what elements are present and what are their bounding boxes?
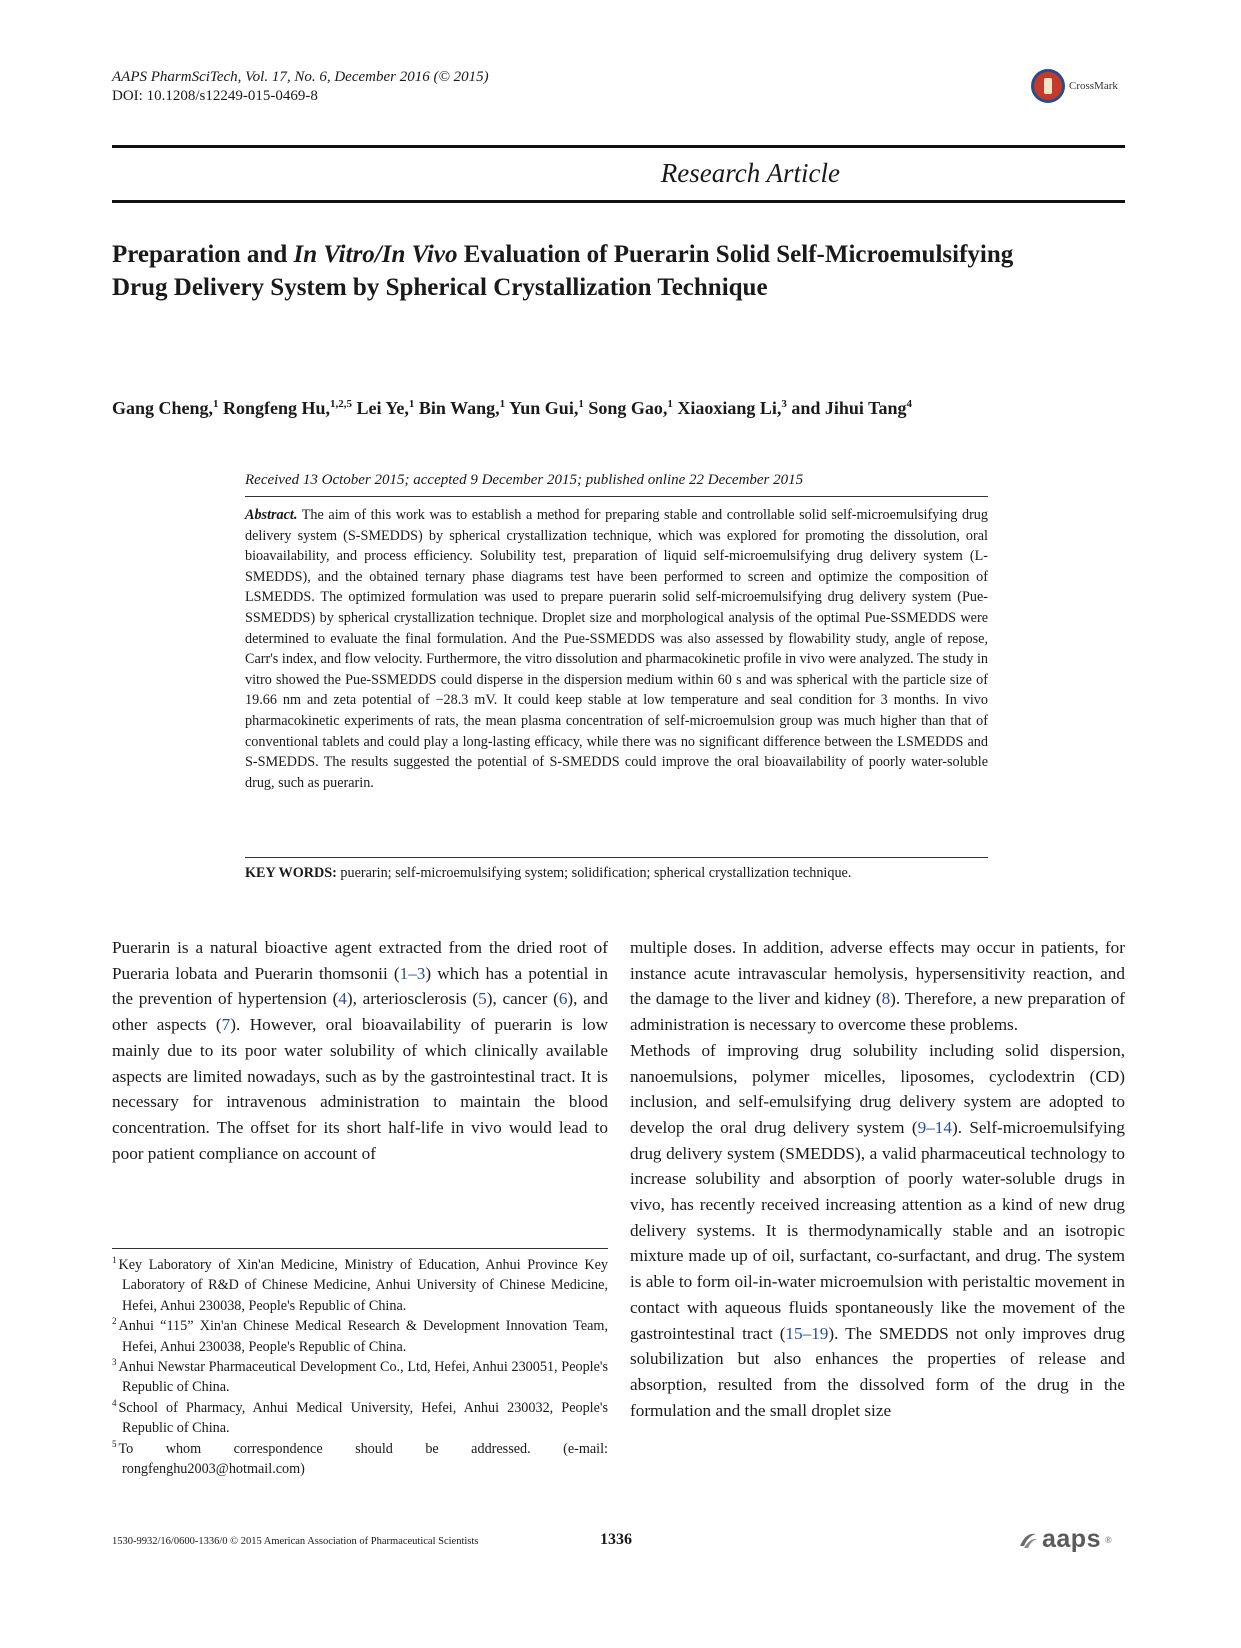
citation-link[interactable]: 5 bbox=[478, 989, 487, 1009]
body-text: ), and other aspects ( bbox=[112, 989, 608, 1035]
body-column-right bbox=[630, 935, 1125, 1423]
footnote-number: 5 bbox=[112, 1438, 117, 1449]
affiliation-footnotes bbox=[112, 1255, 608, 1479]
author[interactable] bbox=[357, 398, 415, 418]
author-affiliation: 1 bbox=[213, 398, 219, 410]
journal-citation: AAPS PharmSciTech, Vol. 17, No. 6, December 2016 (© 2015) bbox=[112, 69, 489, 85]
body-text: ) which has a potential in the prevention of hypertension ( bbox=[112, 963, 608, 1009]
body-paragraph bbox=[630, 1038, 1125, 1424]
author[interactable] bbox=[791, 398, 912, 418]
abstract bbox=[245, 505, 988, 793]
page-number: 1336 bbox=[600, 1531, 632, 1548]
body-text: Methods of improving drug solubility including solid dispersion, nanoemulsions, polymer micelles, liposomes, cyclodextrin (CD) inclusion, and self-emulsifying drug delivery system are adopted to develop the oral drug delivery system ( bbox=[630, 1040, 1125, 1137]
body-text: ), arteriosclerosis ( bbox=[346, 989, 479, 1009]
author[interactable] bbox=[419, 398, 505, 418]
body-text: ). Therefore, a new preparation of administration is necessary to overcome these problems. bbox=[630, 989, 1126, 1035]
top-rule bbox=[112, 145, 1125, 148]
body-text: multiple doses. In addition, adverse effects may occur in patients, for instance acute intravascular hemolysis, hypersensitivity reaction, and the damage to the liver and kidney ( bbox=[630, 938, 1125, 1009]
author-affiliation: 1 bbox=[578, 398, 584, 410]
footnote bbox=[112, 1316, 608, 1357]
author-name: Song Gao, bbox=[588, 398, 668, 418]
citation-link[interactable]: 9–14 bbox=[917, 1117, 952, 1137]
footnote bbox=[112, 1357, 608, 1398]
footnote-text: To whom correspondence should be addressed. (e-mail: rongfenghu2003@hotmail.com) bbox=[118, 1440, 608, 1478]
author-list bbox=[112, 396, 1125, 420]
keywords bbox=[245, 863, 988, 883]
author-name: Gang Cheng, bbox=[112, 398, 214, 418]
crossmark-badge[interactable] bbox=[1031, 66, 1131, 106]
author-affiliation: 1 bbox=[408, 398, 415, 410]
footnote-rule bbox=[112, 1248, 608, 1249]
body-paragraph bbox=[630, 935, 1125, 1038]
author[interactable] bbox=[588, 398, 673, 418]
author-affiliation: 1,2,5 bbox=[330, 398, 353, 410]
footnote-text: Anhui “115” Xin'an Chinese Medical Research & Development Innovation Team, Hefei, Anhui 230038, People's Republic of China. bbox=[118, 1318, 608, 1355]
aaps-swoosh-icon bbox=[1018, 1530, 1038, 1550]
author-name: and Jihui Tang bbox=[791, 398, 907, 418]
section-rule bbox=[112, 200, 1125, 203]
abstract-label: Abstract. bbox=[245, 507, 298, 523]
footnote-text: School of Pharmacy, Anhui Medical University, Hefei, Anhui 230032, People's Republic of China. bbox=[118, 1399, 608, 1437]
keywords-label: KEY WORDS: bbox=[245, 865, 337, 881]
abstract-top-rule bbox=[245, 496, 988, 497]
abstract-bottom-rule bbox=[245, 857, 988, 858]
footnote-number: 4 bbox=[112, 1398, 117, 1409]
author[interactable] bbox=[112, 398, 219, 418]
crossmark-icon bbox=[1031, 69, 1065, 103]
author-name: Xiaoxiang Li, bbox=[677, 398, 782, 418]
keywords-text: puerarin; self-microemulsifying system; solidification; spherical crystallization technique. bbox=[336, 865, 852, 881]
citation-link[interactable]: 8 bbox=[881, 989, 891, 1009]
body-text: ). The SMEDDS not only improves drug solubilization but also enhances the properties of release and absorption, resulted from the dissolved form of the drug in the formulation and the small droplet size bbox=[630, 1323, 1125, 1420]
publication-dates: Received 13 October 2015; accepted 9 December 2015; published online 22 December 2015 bbox=[245, 472, 804, 488]
footnote bbox=[112, 1439, 608, 1480]
journal-header bbox=[112, 68, 489, 106]
article-title bbox=[112, 238, 1072, 304]
footnote-number: 1 bbox=[112, 1255, 117, 1266]
author-name: Bin Wang, bbox=[418, 398, 500, 418]
author[interactable] bbox=[223, 398, 352, 418]
body-text: Puerarin is a natural bioactive agent extracted from the dried root of Pueraria lobata and Puerarin thomsonii ( bbox=[112, 938, 608, 983]
registered-mark: ® bbox=[1104, 1534, 1112, 1545]
abstract-text: The aim of this work was to establish a method for preparing stable and controllable solid self-microemulsifying drug delivery system (S-SMEDDS) by spherical crystallization technique, which was explored for promoting the dissolution, oral bioavailability, and process efficiency. Solubility test, preparation of liquid self-microemulsifying drug delivery system (L-SMEDDS), and the obtained ternary phase diagrams test have been performed to screen and optimize the composition of LSMEDDS. The optimized formulation was used to prepare puerarin solid self-microemulsifying drug delivery system (Pue-SSMEDDS) by spherical crystallization technique. Droplet size and morphological analysis of the optimal Pue-SSMEDDS were determined to evaluate the final formulation. And the Pue-SSMEDDS was also assessed by flowability study, angle of repose, Carr's index, and flow velocity. Furthermore, the vitro dissolution and pharmacokinetic profile in vivo were analyzed. The study in vitro showed the Pue-SSMEDDS could disperse in the dispersion medium within 60 s and was spherical with the particle size of 19.66 nm and zeta potential of −28.3 mV. It could keep stable at low temperature and seal condition for 3 months. In vivo pharmacokinetic experiments of rats, the mean plasma concentration of self-microemulsion group was much higher than that of conventional tablets and could play a long-lasting efficacy, while there was no significant difference between the LSMEDDS and S-SMEDDS. The results suggested the potential of S-SMEDDS could improve the oral bioavailability of poorly water-soluble drug, such as puerarin. bbox=[245, 507, 988, 791]
citation-link[interactable]: 4 bbox=[338, 989, 347, 1009]
citation-link[interactable]: 7 bbox=[221, 1015, 231, 1035]
author-affiliation: 1 bbox=[499, 398, 506, 410]
section-type: Research Article bbox=[660, 158, 840, 188]
publisher-logo[interactable] bbox=[1018, 1525, 1112, 1554]
doi[interactable]: DOI: 10.1208/s12249-015-0469-8 bbox=[112, 88, 318, 104]
aaps-wordmark: aaps bbox=[1042, 1525, 1101, 1553]
author-name: Yun Gui, bbox=[508, 398, 579, 418]
title-italic: In Vitro/In Vivo bbox=[293, 241, 458, 268]
author-name: Lei Ye, bbox=[356, 398, 409, 418]
footnote bbox=[112, 1255, 608, 1316]
footnote bbox=[112, 1398, 608, 1439]
author-affiliation: 1 bbox=[667, 398, 673, 410]
title-part2: Evaluation of Puerarin Solid Self-Microemulsifying Drug Delivery System by Spherical Crystallization Technique bbox=[112, 241, 1014, 301]
author[interactable] bbox=[509, 398, 584, 418]
citation-link[interactable]: 1–3 bbox=[399, 963, 426, 983]
crossmark-label: CrossMark bbox=[1069, 80, 1118, 92]
author-affiliation: 3 bbox=[781, 398, 787, 410]
footnote-number: 2 bbox=[112, 1316, 117, 1327]
footnote-text: Key Laboratory of Xin'an Medicine, Ministry of Education, Anhui Province Key Laboratory of R&D of Chinese Medicine, Anhui University of Chinese Medicine, Hefei, Anhui 230038, People's Republic of China. bbox=[118, 1257, 608, 1314]
body-text: ), cancer ( bbox=[486, 989, 559, 1009]
footnote-text: Anhui Newstar Pharmaceutical Development Co., Ltd, Hefei, Anhui 230051, People's Republic of China. bbox=[118, 1359, 608, 1396]
citation-link[interactable]: 15–19 bbox=[785, 1323, 829, 1343]
issn-copyright: 1530-9932/16/0600-1336/0 © 2015 American Association of Pharmaceutical Scientists bbox=[112, 1536, 479, 1547]
author-affiliation: 4 bbox=[906, 398, 912, 410]
footnote-number: 3 bbox=[112, 1357, 117, 1368]
body-text: ). However, oral bioavailability of puerarin is low mainly due to its poor water solubility of which clinically available aspects are limited nowadays, such as by the gastrointestinal tract. It is necessary for intravenous administration to maintain the blood concentration. The offset for its short half-life in vivo would lead to poor patient compliance on account of bbox=[112, 1015, 608, 1163]
author-name: Rongfeng Hu, bbox=[223, 398, 331, 418]
citation-link[interactable]: 6 bbox=[558, 989, 568, 1009]
title-part1: Preparation and bbox=[112, 241, 294, 268]
body-text: ). Self-microemulsifying drug delivery system (SMEDDS), a valid pharmaceutical technology to increase solubility and absorption of poorly water-soluble drugs in vivo, has recently received increasing attention as a kind of new drug delivery systems. It is thermodynamically stable and an isotropic mixture made up of oil, surfactant, co-surfactant, and drug. The system is able to form oil-in-water microemulsion with peristaltic movement in contact with aqueous fluids spontaneously like the movement of the gastrointestinal tract ( bbox=[630, 1117, 1125, 1343]
author[interactable] bbox=[677, 398, 787, 418]
body-column-left bbox=[112, 935, 608, 1166]
